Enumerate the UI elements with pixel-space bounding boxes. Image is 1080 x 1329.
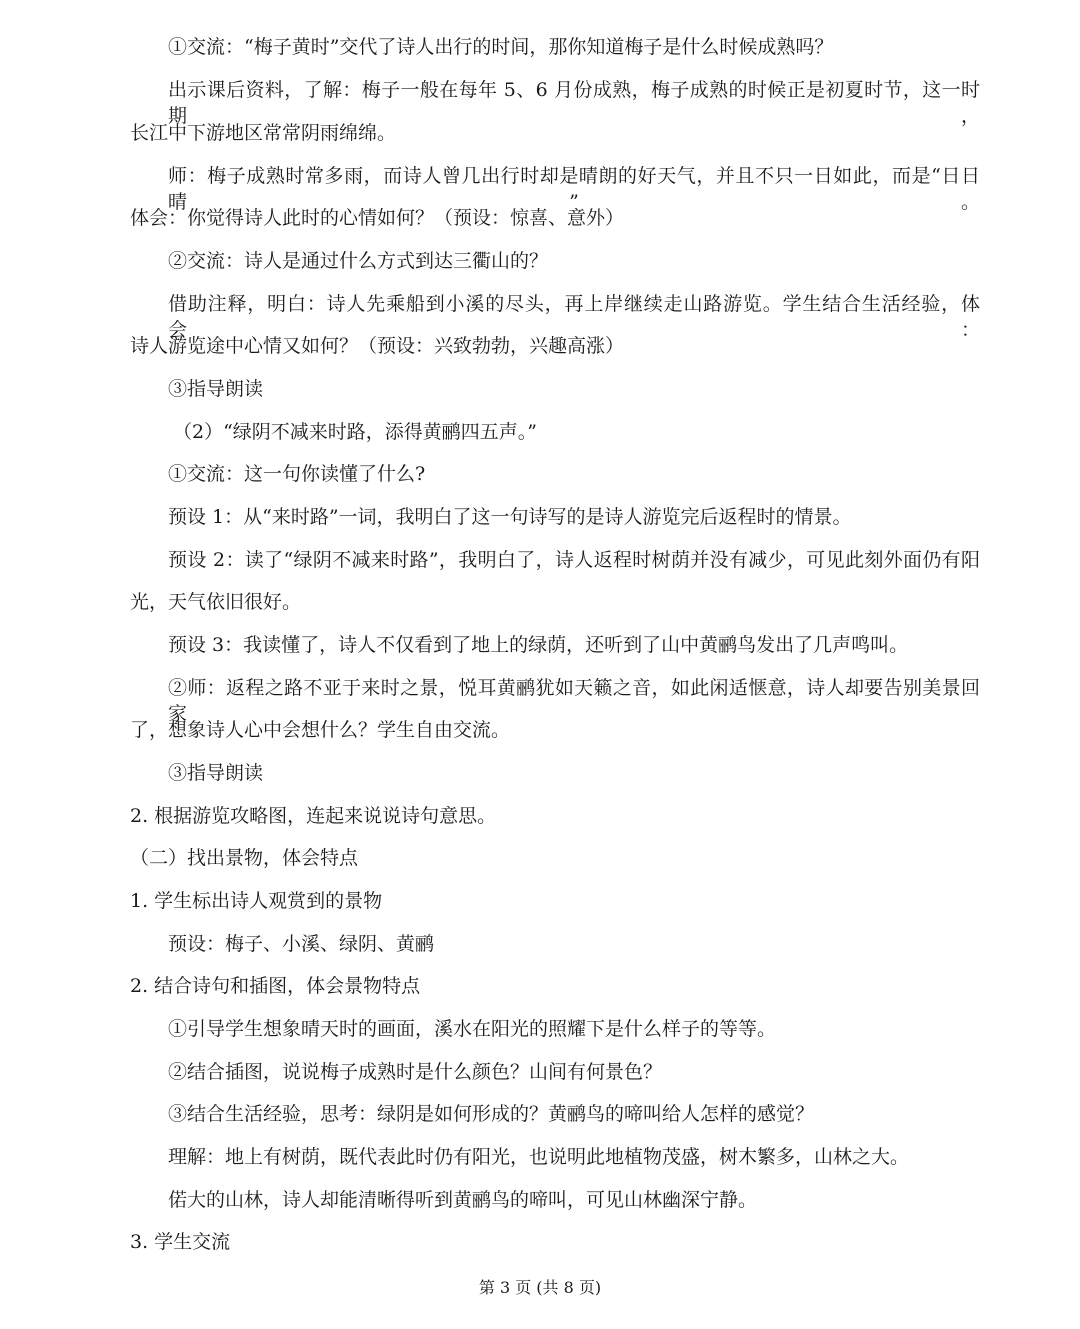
text-line: ①交流：“梅子黄时”交代了诗人出行的时间，那你知道梅子是什么时候成熟吗？	[168, 36, 834, 58]
text-line: ②结合插图，说说梅子成熟时是什么颜色？山间有何景色？	[168, 1061, 663, 1083]
page-footer: 第 3 页 (共 8 页)	[478, 1278, 602, 1297]
text-line: 光，天气依旧很好。	[130, 591, 302, 613]
text-line: 1. 学生标出诗人观赏到的景物	[130, 890, 383, 912]
text-line: ①引导学生想象晴天时的画面，溪水在阳光的照耀下是什么样子的等等。	[168, 1018, 777, 1040]
text-line: 预设 2：读了“绿阴不减来时路”，我明白了，诗人返程时树荫并没有减少，可见此刻外面仍有阳	[168, 549, 980, 571]
text-line: ②师：返程之路不亚于来时之景，悦耳黄鹂犹如天籁之音，如此闲适惬意，诗人却要告别美景回家	[168, 677, 980, 725]
text-line: 了，想象诗人心中会想什么？学生自由交流。	[130, 719, 511, 741]
text-line: ①交流：这一句你读懂了什么?	[168, 463, 426, 485]
text-line: 2. 结合诗句和插图，体会景物特点	[130, 975, 421, 997]
text-line: 诗人游览途中心情又如何？（预设：兴致勃勃，兴趣高涨）	[130, 335, 625, 357]
text-line: 借助注释，明白：诗人先乘船到小溪的尽头，再上岸继续走山路游览。学生结合生活经验，体会：	[168, 293, 980, 341]
text-line: ③指导朗读	[168, 762, 264, 784]
section-heading: （二）找出景物，体会特点	[130, 847, 359, 869]
text-line: 预设：梅子、小溪、绿阴、黄鹂	[168, 933, 435, 955]
text-line: 理解：地上有树荫，既代表此时仍有阳光，也说明此地植物茂盛，树木繁多，山林之大。	[168, 1146, 910, 1168]
text-line: 长江中下游地区常常阴雨绵绵。	[130, 122, 397, 144]
text-line: 2. 根据游览攻略图，连起来说说诗句意思。	[130, 805, 497, 827]
text-line: 师：梅子成熟时常多雨，而诗人曾几出行时却是晴朗的好天气，并且不只一日如此，而是“日日晴”。	[168, 165, 980, 213]
text-line: ②交流：诗人是通过什么方式到达三衢山的？	[168, 250, 549, 272]
text-line: ③指导朗读	[168, 378, 264, 400]
text-line: 3. 学生交流	[130, 1231, 231, 1253]
text-line: 偌大的山林，诗人却能清晰得听到黄鹂鸟的啼叫，可见山林幽深宁静。	[168, 1189, 758, 1211]
text-line: 体会：你觉得诗人此时的心情如何？（预设：惊喜、意外）	[130, 207, 625, 229]
text-line: ③结合生活经验，思考：绿阴是如何形成的？黄鹂鸟的啼叫给人怎样的感觉？	[168, 1103, 815, 1125]
text-line: （2）“绿阴不减来时路，添得黄鹂四五声。”	[173, 421, 538, 443]
text-line: 预设 3：我读懂了，诗人不仅看到了地上的绿荫，还听到了山中黄鹂鸟发出了几声鸣叫。	[168, 634, 909, 656]
text-line: 出示课后资料，了解：梅子一般在每年 5、6 月份成熟，梅子成熟的时候正是初夏时节，这一时期，	[168, 79, 980, 127]
text-line: 预设 1：从“来时路”一词，我明白了这一句诗写的是诗人游览完后返程时的情景。	[168, 506, 852, 528]
